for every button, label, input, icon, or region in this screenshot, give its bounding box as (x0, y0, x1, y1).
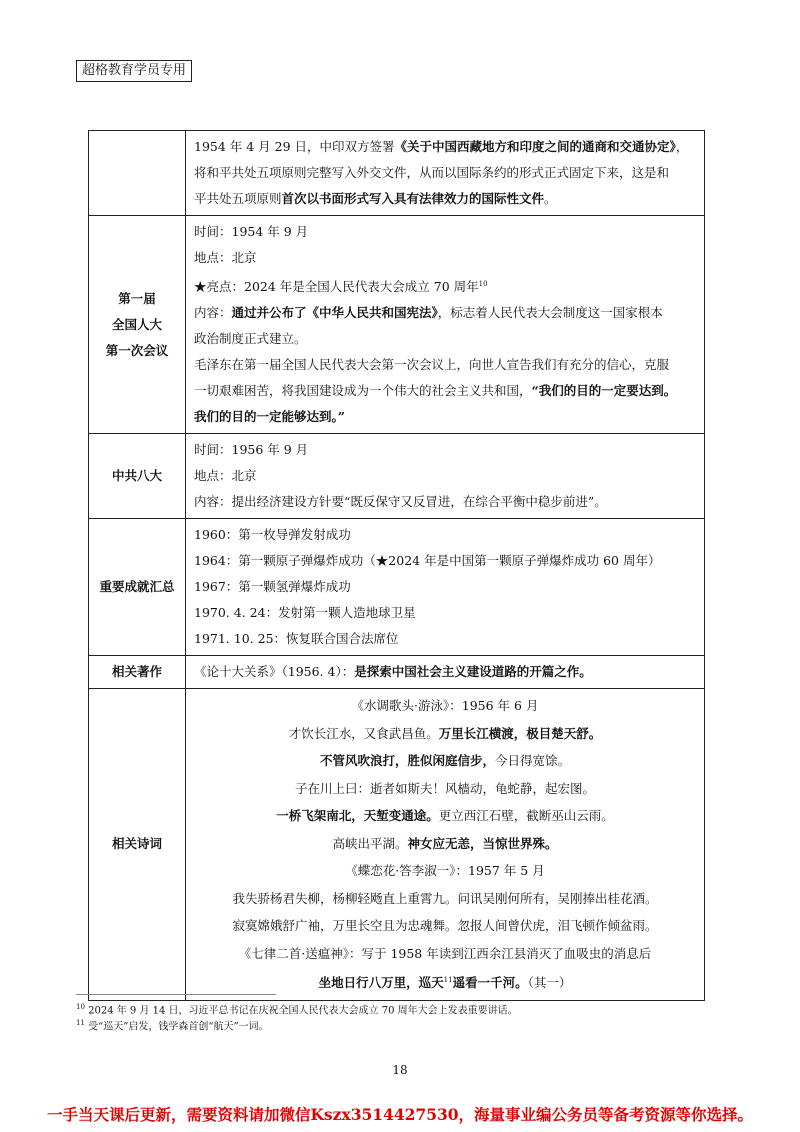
npc-content: 时间：1954 年 9 月 地点：北京 ★亮点：2024 年是全国人民代表大会成立 70 周年$^{10}$ 内容：通过并公布了《中华人民共和国宪法》，标志着人民代表大会制度这一国家根本 政治制度正式建立。 毛泽东在第一届全国人民代表大会第一次会议上，向世人宣告我们有充分的信心，克服 一切艰难困苦，将我国建设成为一个伟大的社会主义共和国，“我们的目的一定要达到。 我们的目的一定能够达到。” (186, 216, 705, 434)
footnote-ref-11: 11 (443, 976, 453, 985)
table-row-achievements (89, 519, 705, 656)
works-content: 《论十大关系》（1956. 4）：是探索中国社会主义建设道路的开篇之作。 (186, 656, 705, 689)
list-item: 1971. 10. 25：恢复联合国合法席位 (194, 631, 399, 647)
footnote-ref-10: 10 (478, 280, 488, 288)
row-label-works: 相关著作 (89, 656, 186, 689)
list-item: 1964：第一颗原子弹爆炸成功（★2024 年是中国第一颗原子弹爆炸成功 60 周年） (194, 553, 661, 569)
history-table (88, 130, 705, 1001)
poems-content: 《水调歌头·游泳》：1956 年 6 月 才饮长江水，又食武昌鱼。万里长江横渡，极目楚天舒。 不管风吹浪打，胜似闲庭信步，今日得宽馀。 子在川上曰：逝者如斯夫！风樯动，龟蛇静，起宏图。 一桥飞架南北，天堑变通途。更立西江石壁，截断巫山云雨。 高峡出平湖。神女应无恙，当惊世界殊。 《蝶恋花·答李淑一》：1957 年 5 月 我失骄杨君失柳，杨柳轻飏直上重霄九。问讯吴刚何所有，吴刚捧出桂花酒。 寂寞嫦娥舒广袖，万里长空且为忠魂舞。忽报人间曾伏虎，泪飞顿作倾盆雨。 《七律二首·送瘟神》：写于 1958 年读到江西余江县消灭了血吸虫的消息后 坐地日行八万里，巡天$^{11}$遥看一千河。（其一） (186, 689, 705, 1001)
row-label-achievements: 重要成就汇总 (89, 519, 186, 656)
header-tag: 超格教育学员专用 (76, 60, 192, 82)
table-row-cpc8 (89, 434, 705, 519)
poem-title: 《蝶恋花·答李淑一》：1957 年 5 月 (345, 863, 545, 879)
footnote-11: $^{11}$ 受“巡天”启发，钱学森首创“航天”一词。 (76, 1019, 269, 1033)
list-item: 1960：第一枚导弹发射成功 (194, 527, 351, 543)
treaty-content: 1954 年 4 月 29 日，中印双方签署《关于中国西藏地方和印度之间的通商和交通协定》， 将和平共处五项原则完整写入外交文件，从而以国际条约的形式正式固定下来，这是和 平共处五项原则首次以书面形式写入具有法律效力的国际性文件。 (186, 131, 705, 216)
row-label-empty (89, 131, 186, 216)
table-row-treaty (89, 131, 705, 216)
cpc8-content: 时间：1956 年 9 月 地点：北京 内容：提出经济建设方针要“既反保守又反冒进，在综合平衡中稳步前进”。 (186, 434, 705, 519)
table-row-works (89, 656, 705, 689)
promo-banner: 一手当天课后更新，需要资料请加微信Kszx3514427530，海量事业编公务员等备考资源等你选择。 (46, 1105, 754, 1124)
row-label-poems: 相关诗词 (89, 689, 186, 1001)
achievements-content (186, 519, 705, 656)
table-row-npc (89, 216, 705, 434)
list-item: 1967：第一颗氢弹爆炸成功 (194, 579, 351, 595)
list-item: 1970. 4. 24：发射第一颗人造地球卫星 (194, 605, 416, 621)
row-label-npc: 第一届 全国人大 第一次会议 (89, 216, 186, 434)
page-number: 18 (392, 1063, 408, 1077)
table-row-poems (89, 689, 705, 1001)
footnote-separator (76, 994, 276, 995)
row-label-cpc8: 中共八大 (89, 434, 186, 519)
poem-title: 《水调歌头·游泳》：1956 年 6 月 (351, 698, 539, 714)
poem-title: 《七律二首·送瘟神》：写于 1958 年读到江西余江县消灭了血吸虫的消息后 (238, 945, 652, 961)
footnote-10: $^{10}$ 2024 年 9 月 14 日，习近平总书记在庆祝全国人民代表大会成立 70 周年大会上发表重要讲话。 (76, 1003, 518, 1017)
